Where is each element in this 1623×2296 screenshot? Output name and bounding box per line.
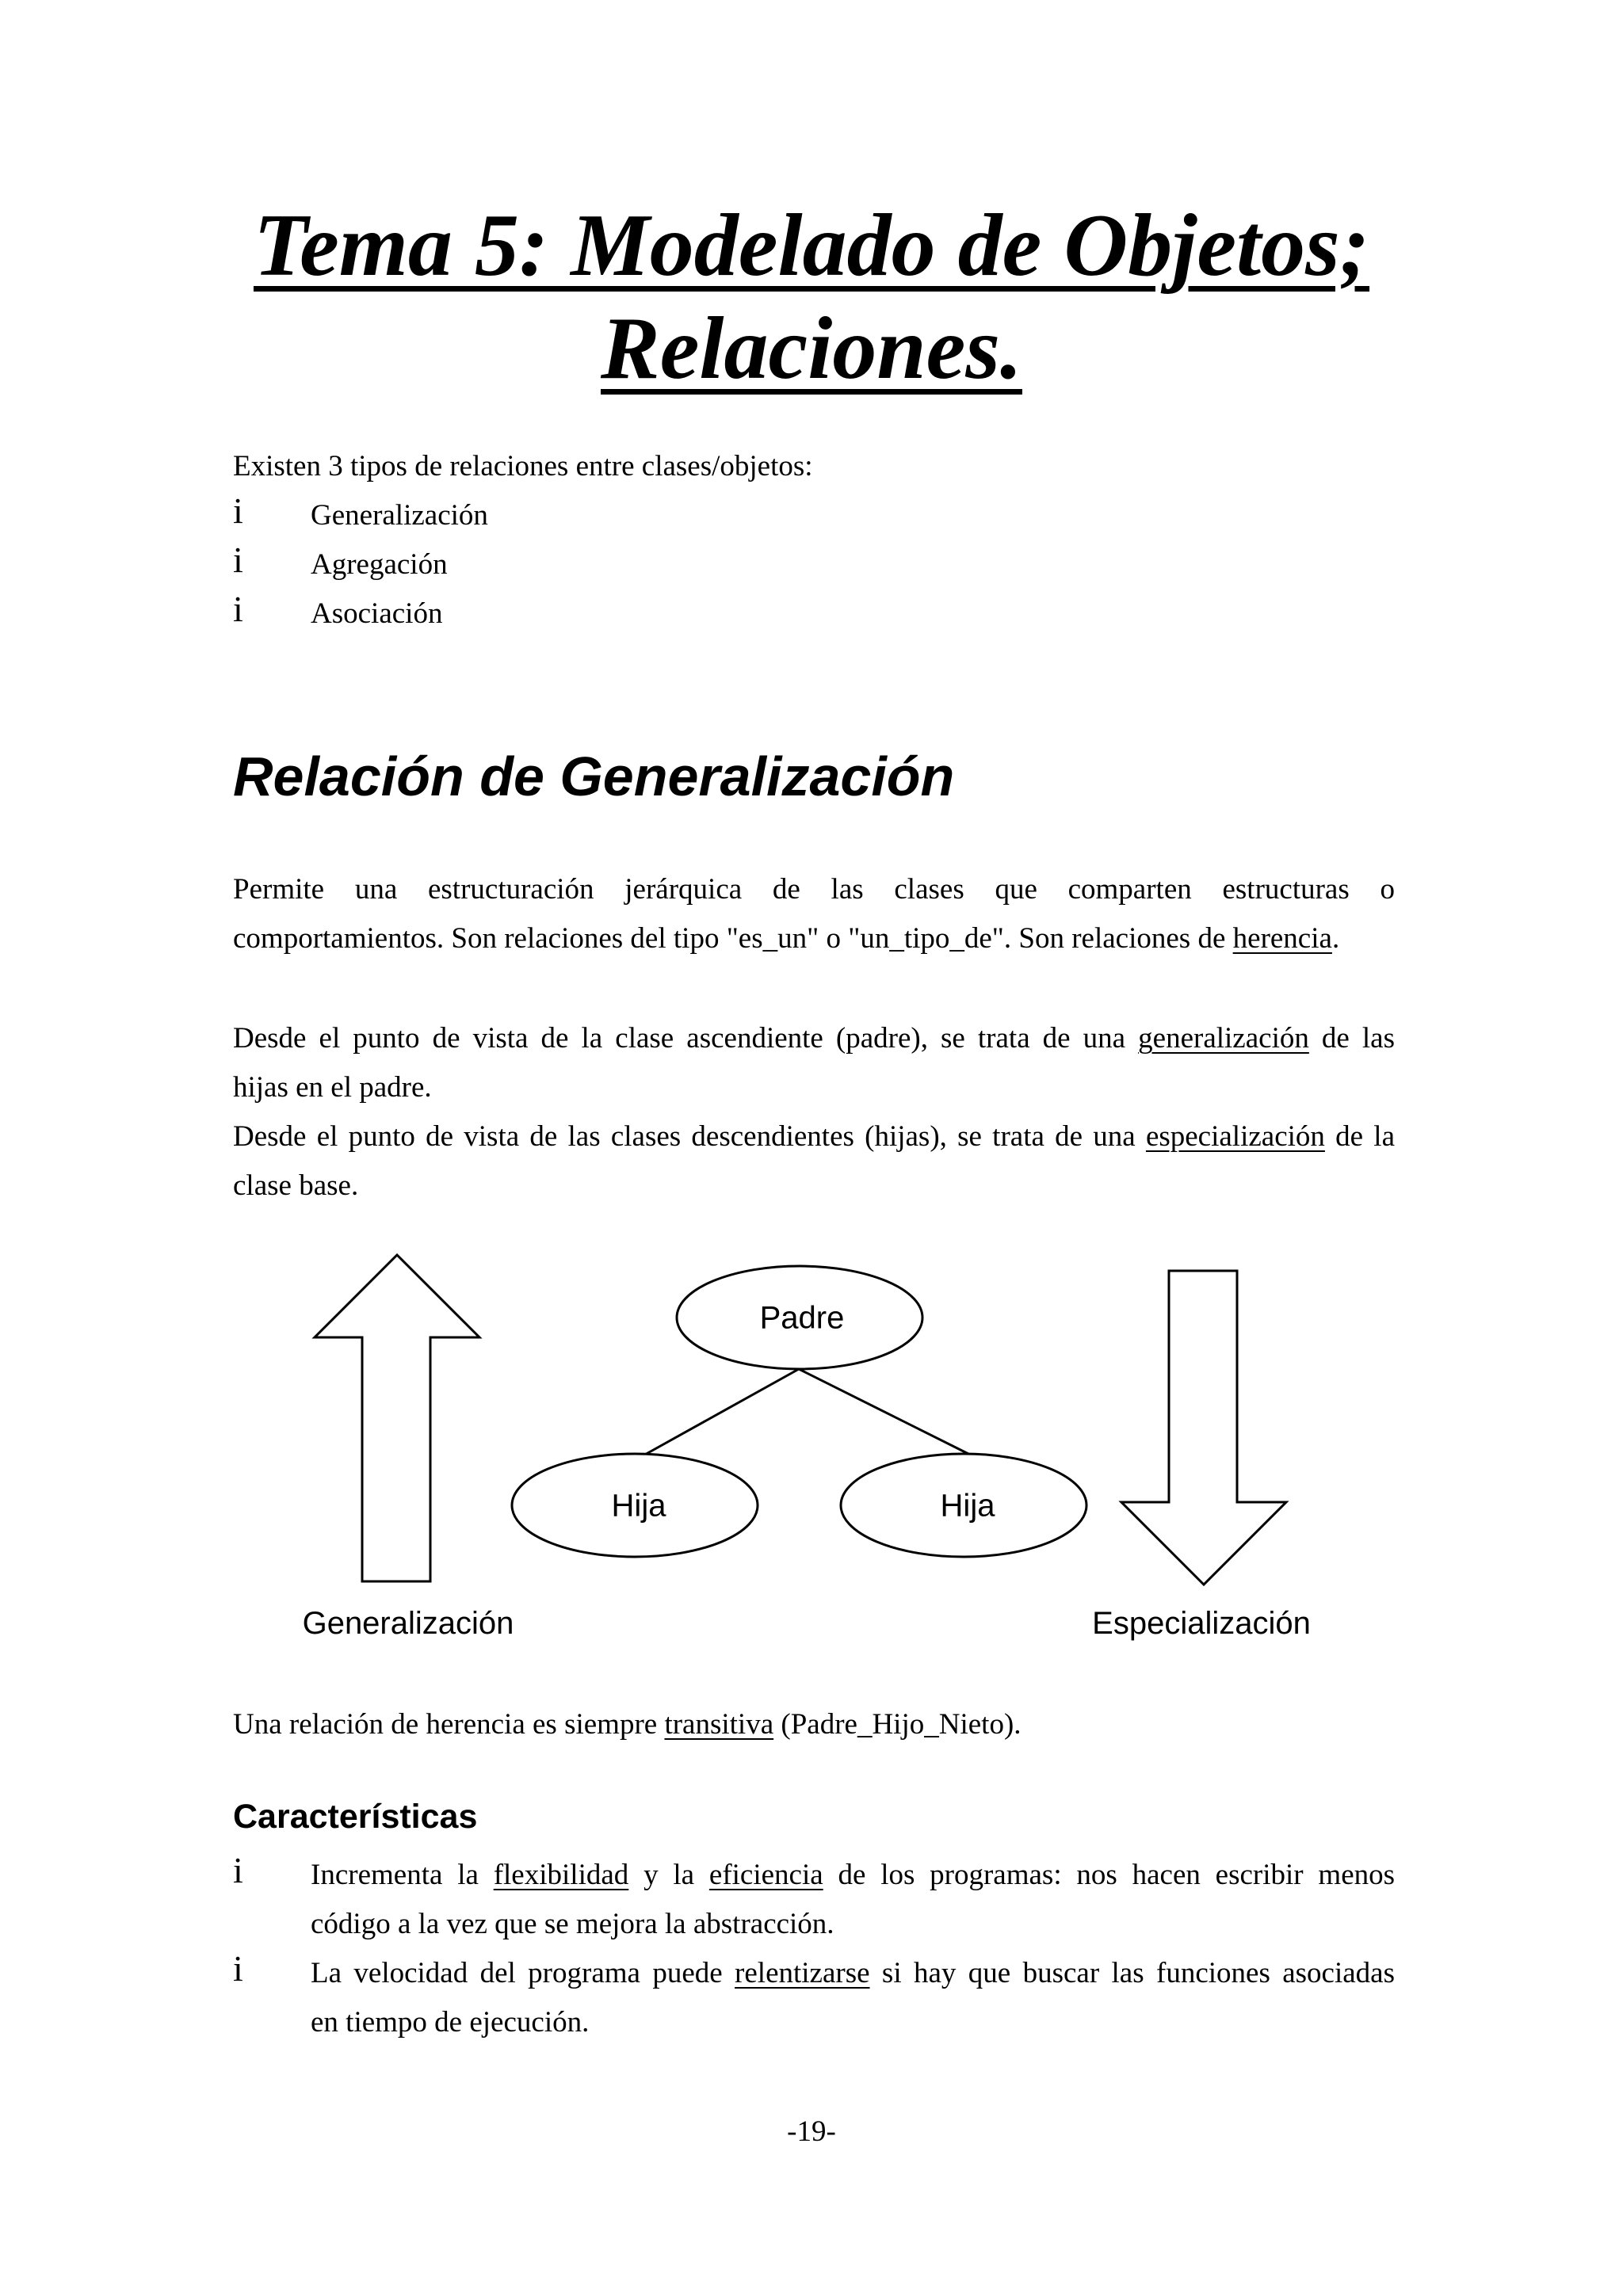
generalizacion-label: Generalización	[302, 1606, 514, 1641]
bullet-icon: i	[233, 540, 243, 580]
feature-1-line-1	[311, 1851, 1395, 1900]
feature-1-line-2: código a la vez que se mejora la abstracción.	[311, 1908, 834, 1940]
feature-2-line-1	[311, 1949, 1395, 1998]
especializacion-label: Especialización	[1092, 1606, 1311, 1641]
p3-end: de la	[1324, 1120, 1395, 1153]
intro-item-asociacion: Asociación	[311, 597, 443, 630]
paragraph-1-line-2	[233, 914, 1395, 963]
bullet-icon: i	[233, 1948, 243, 1989]
feature-2-line-2: en tiempo de ejecución.	[311, 2006, 590, 2039]
transitive-text: Una relación de herencia es siempre	[233, 1708, 665, 1741]
generalizacion-term: generalización	[1138, 1022, 1309, 1055]
parent-node-label: Padre	[759, 1300, 845, 1336]
p2-text: Desde el punto de vista de la clase ascendiente (padre), se trata de una	[233, 1022, 1139, 1055]
intro-text: Existen 3 tipos de relaciones entre clases/objetos:	[233, 450, 813, 482]
bullet-icon: i	[233, 589, 243, 629]
transitive-sentence	[233, 1700, 1395, 1749]
p2-end: de las	[1308, 1022, 1395, 1055]
paragraph-2-line-1	[233, 1014, 1395, 1063]
features-heading: Características	[233, 1798, 478, 1836]
child-node-left-label: Hija	[611, 1488, 666, 1524]
intro-item-agregacion: Agregación	[311, 548, 448, 581]
relentizarse-term: relentizarse	[735, 1957, 870, 1989]
connector-right	[799, 1369, 972, 1455]
bullet-icon: i	[233, 490, 243, 531]
section-heading: Relación de Generalización	[233, 746, 955, 807]
p3-text: Desde el punto de vista de las clases descendientes (hijas), se trata de una	[233, 1120, 1146, 1153]
intro-item-generalizacion: Generalización	[311, 499, 488, 532]
transitiva-term: transitiva	[664, 1708, 774, 1741]
paragraph-3-line-2: clase base.	[233, 1169, 359, 1202]
flexibilidad-term: flexibilidad	[493, 1859, 629, 1891]
paragraph-1-line-1: Permite una estructuración jerárquica de las clases que comparten estructuras o	[233, 873, 1395, 906]
p1-text: comportamientos. Son relaciones del tipo "es_un" o "un_tipo_de". Son relaciones de	[233, 922, 1233, 955]
title-line-2	[0, 297, 1623, 400]
f1-text-c: de los programas: nos hacen escribir menos	[823, 1859, 1396, 1891]
child-node-right-label: Hija	[940, 1488, 995, 1524]
f1-text-a: Incrementa la	[311, 1859, 494, 1891]
transitive-end: (Padre_Hijo_Nieto).	[773, 1708, 1022, 1741]
herencia-term: herencia	[1232, 922, 1332, 955]
up-arrow-icon	[315, 1255, 479, 1581]
generalization-diagram	[0, 1236, 1623, 1664]
f2-text-b: si hay que buscar las funciones asociadas	[869, 1957, 1395, 1989]
especializacion-term: especialización	[1145, 1120, 1325, 1153]
paragraph-3-line-1	[233, 1112, 1395, 1161]
connector-left	[643, 1369, 799, 1455]
f2-text-a: La velocidad del programa puede	[311, 1957, 735, 1989]
bullet-icon: i	[233, 1850, 243, 1890]
title-line-1-text: Tema 5: Modelado de Objetos;	[253, 196, 1370, 295]
f1-text-b: y la	[628, 1859, 709, 1891]
title-line-2-text: Relaciones.	[601, 299, 1022, 398]
eficiencia-term: eficiencia	[708, 1859, 823, 1891]
page-number: -19-	[787, 2115, 836, 2148]
title-line-1	[0, 194, 1623, 297]
down-arrow-icon	[1121, 1271, 1286, 1585]
p1-end: .	[1331, 922, 1340, 955]
paragraph-2-line-2: hijas en el padre.	[233, 1071, 432, 1104]
